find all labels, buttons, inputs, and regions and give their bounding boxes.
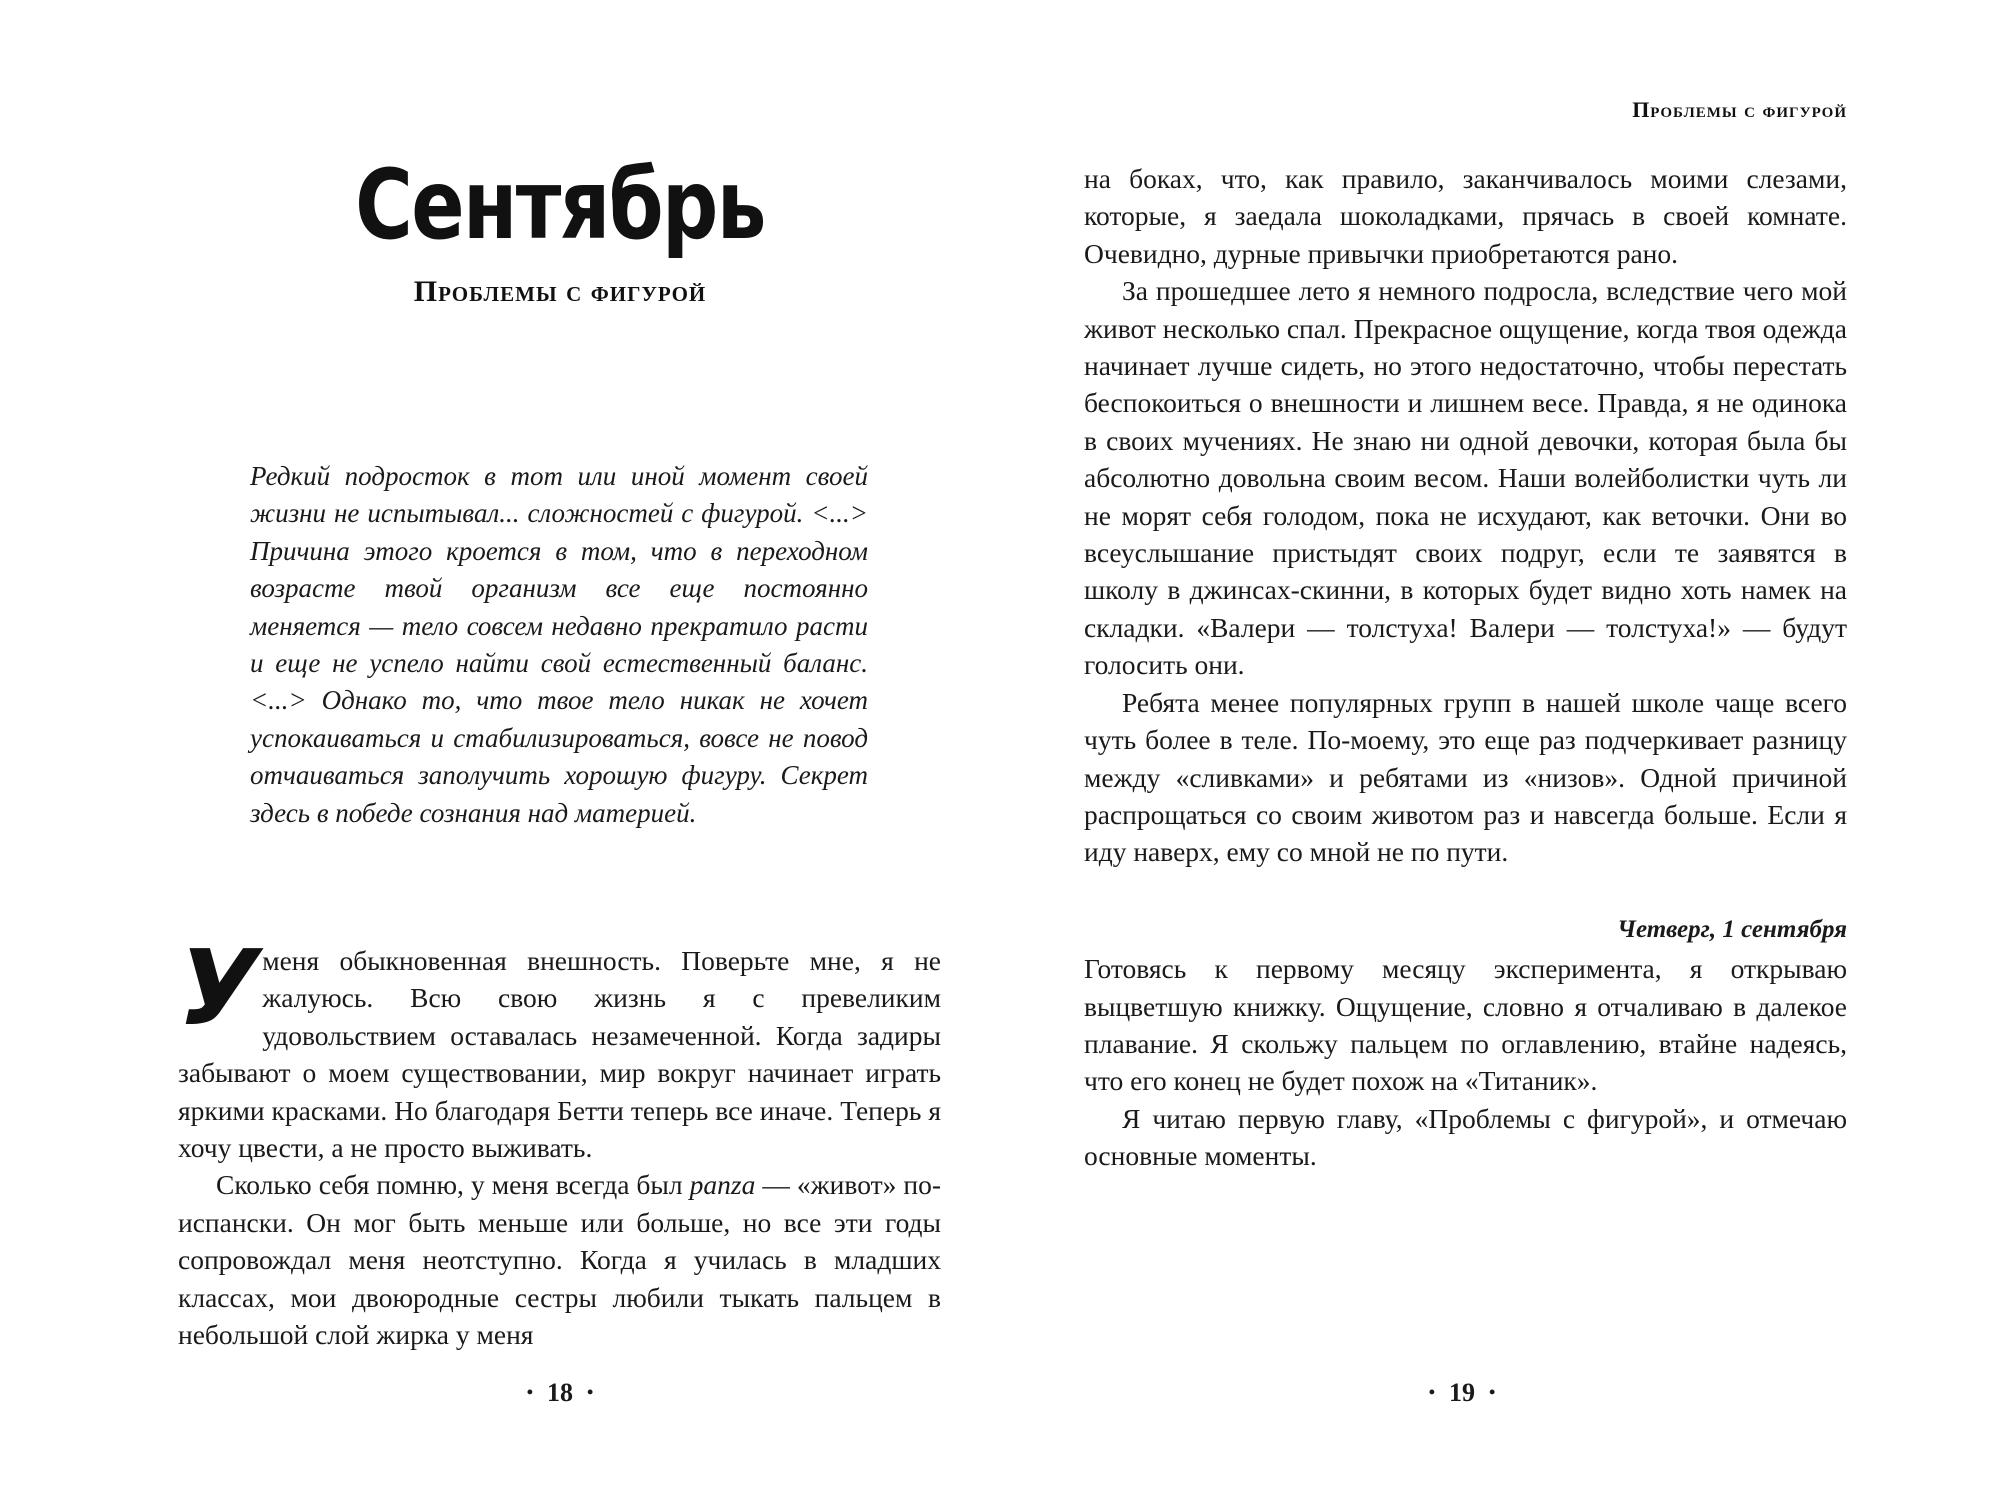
- page-number-left: [460, 1378, 660, 1408]
- date-heading: Четверг, 1 сентября: [1617, 915, 1847, 943]
- drop-cap: У: [165, 927, 272, 1049]
- paragraph: на боках, что, как правило, заканчивалось моими слезами, которые, я заедала шоколадками, прячась в своей комнате. Очевидно, дурные привычки приобретаются рано.: [1084, 163, 1847, 269]
- folio-dot: •: [1489, 1382, 1496, 1402]
- paragraph: За прошедшее лето я немного подросла, вследствие чего мой живот несколько спал. Прекрасное ощущение, когда твоя одежда начинает лучше сидеть, но этого недостаточно, чтобы перестать беспокоиться о внешности и лишнем весе. Правда, я не одинока в своих мучениях. Не знаю ни одной девочки, которая была бы абсолютно довольна своим весом. Наши волейболистки чуть ли не морят себя голодом, пока не исхудают, как веточки. Они во всеуслышание пристыдят своих подруг, если те заявятся в школу в джинсах-скинни, в которых будет видно хоть намек на складки. «Валери — толстуха! Валери — толстуха!» — будут голосить они.: [1084, 275, 1847, 681]
- page-number: 19: [1449, 1378, 1475, 1407]
- folio-dot: •: [1428, 1382, 1435, 1402]
- paragraph: [165, 927, 941, 1166]
- right-page: [1000, 0, 2000, 1485]
- epigraph: Редкий подросток в тот или иной момент своей жизни не испытывал... сложностей с фигурой. <...> Причина этого кроется в том, что в переходном возрасте твой организм все еще постоянно меняется — тело совсем недавно прекратило расти и еще не успело найти свой естественный баланс. <...> Однако то, что твое тело никак не хочет успокаиваться и стабилизироваться, вовсе не повод отчаиваться заполучить хорошую фигуру. Секрет здесь в победе сознания над материей.: [250, 461, 868, 828]
- right-body-text: [1084, 160, 1847, 1175]
- paragraph: [178, 1166, 941, 1353]
- month-title: Сентябрь: [355, 149, 765, 261]
- folio-dot: •: [587, 1382, 594, 1402]
- paragraph: Готовясь к первому месяцу эксперимента, я открываю выцветшую книжку. Ощущение, словно я отчаливаю в далекое плавание. Я скольжу пальцем по оглавлению, втайне надеясь, что его конец не будет похож на «Титаник».: [1084, 953, 1847, 1097]
- page-number: 18: [547, 1378, 573, 1407]
- foreign-word: panza: [689, 1169, 756, 1201]
- folio-dot: •: [526, 1382, 533, 1402]
- paragraph: Ребята менее популярных групп в нашей школе чаще всего чуть более в теле. По-моему, это еще раз подчеркивает разницу между «сливками» и ребятами из «низов». Одной причиной распрощаться со своим животом раз и навсегда больше. Если я иду наверх, ему со мной не по пути.: [1084, 686, 1847, 868]
- paragraph-text: — «живот» по-испански. Он мог быть меньше или больше, но все эти годы сопровождал меня неотступно. Когда я училась в младших классах, мои двоюродные сестры любили тыкать пальцем в небольшой слой жирка у меня: [178, 1169, 942, 1351]
- page-number-right: [1362, 1378, 1562, 1408]
- paragraph: Я читаю первую главу, «Проблемы с фигурой», и отмечаю основные моменты.: [1084, 1102, 1847, 1172]
- paragraph-text: меня обыкновенная внешность. Поверьте мне, я не жалуюсь. Всю свою жизнь я с превеликим удовольствием оставалась незамеченной. Когда задиры забывают о моем существовании, мир вокруг начинает играть яркими красками. Но благодаря Бетти теперь все иначе. Теперь я хочу цвести, а не просто выживать.: [178, 945, 941, 1164]
- paragraph-text: Сколько себя помню, у меня всегда был: [216, 1169, 690, 1201]
- running-head: Проблемы с фигурой: [1632, 97, 1847, 122]
- chapter-title: Проблемы с фигурой: [413, 275, 707, 308]
- left-body-text: [165, 927, 942, 1353]
